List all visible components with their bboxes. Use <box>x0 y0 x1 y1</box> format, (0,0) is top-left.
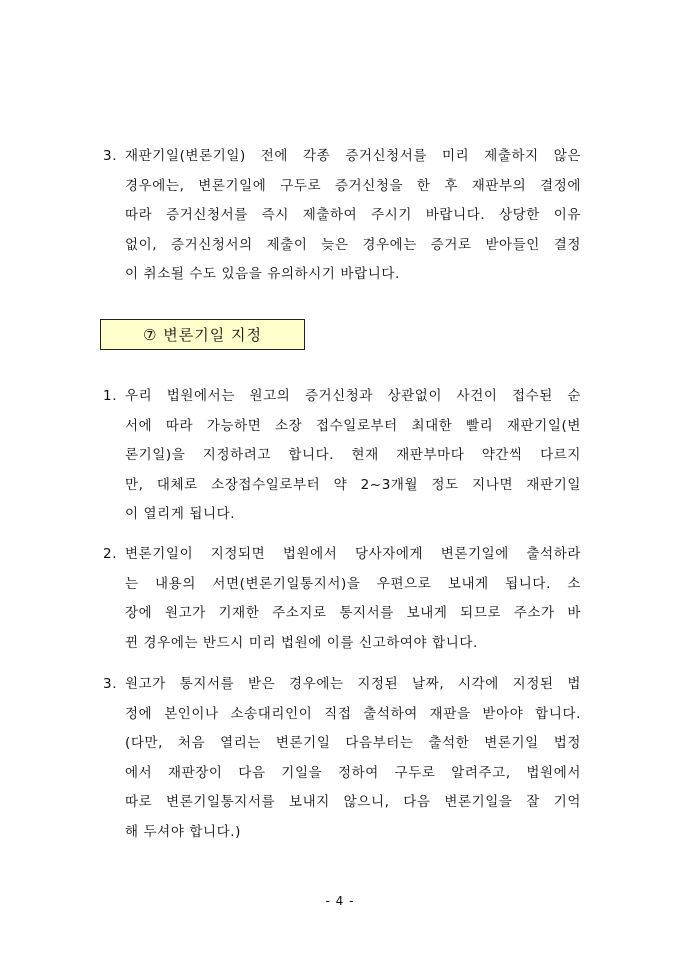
list-item-number: 1. <box>103 388 118 404</box>
list-item-line: 해 두셔야 합니다.) <box>125 823 242 840</box>
list-item-line: 정에 본인이나 소송대리인이 직접 출석하여 재판을 받아야 합니다. <box>125 705 581 722</box>
list-item-line: 3. 재판기일(변론기일) 전에 각종 증거신청서를 미리 제출하지 않은 <box>103 142 581 172</box>
section-heading-title: ⑦ 변론기일 지정 <box>143 326 262 344</box>
section-heading-box <box>100 319 305 350</box>
list-item-line: 만, 대체로 소장접수일로부터 약 2~3개월 정도 지나면 재판기일 <box>125 476 581 493</box>
list-item-line: 이 취소될 수도 있음을 유의하시기 바랍니다. <box>125 266 400 282</box>
list-item-2-notice <box>103 540 581 658</box>
list-item-number: 2. <box>103 546 118 562</box>
list-item-line: 에서 재판장이 다음 기일을 정하여 구두로 알려주고, 법원에서 <box>125 764 581 781</box>
list-item-1-date-assignment <box>103 382 581 530</box>
list-item-number: 3. <box>103 148 118 164</box>
list-item-line: 뀐 경우에는 반드시 미리 법원에 이를 신고하여야 합니다. <box>125 634 478 651</box>
list-item-number: 3. <box>103 676 118 692</box>
list-item-line: 1. 우리 법원에서는 원고의 증거신청과 상관없이 사건이 접수된 순 <box>103 382 581 412</box>
page-number: - 4 - <box>325 894 355 908</box>
list-item-line: 경우에는, 변론기일에 구두로 증거신청을 한 후 재판부의 결정에 <box>125 177 581 194</box>
list-item-line: 서에 따라 가능하면 소장 접수일로부터 최대한 빨리 재판기일(변 <box>125 417 581 434</box>
list-item-3-evidence <box>103 142 581 290</box>
list-item-line: 론기일)을 지정하려고 합니다. 현재 재판부마다 약간씩 다르지 <box>125 447 581 463</box>
list-item-line: (다만, 처음 열리는 변론기일 다음부터는 출석한 변론기일 법정 <box>125 735 581 751</box>
list-item-line: 따로 변론기일통지서를 보내지 않으니, 다음 변론기일을 잘 기억 <box>125 794 581 810</box>
list-item-line: 없이, 증거신청서의 제출이 늦은 경우에는 증거로 받아들인 결정 <box>125 236 581 253</box>
list-item-line: 장에 원고가 기재한 주소지로 통지서를 보내게 되므로 주소가 바 <box>125 605 581 621</box>
list-item-line: 이 열리게 됩니다. <box>125 506 236 522</box>
list-item-line: 2. 변론기일이 지정되면 법원에서 당사자에게 변론기일에 출석하라 <box>103 540 581 570</box>
list-item-line: 3. 원고가 통지서를 받은 경우에는 지정된 날짜, 시각에 지정된 법 <box>103 670 581 700</box>
list-item-line: 따라 증거신청서를 즉시 제출하여 주시기 바랍니다. 상당한 이유 <box>125 207 581 223</box>
list-item-line: 는 내용의 서면(변론기일통지서)을 우편으로 보내게 됩니다. 소 <box>125 575 581 592</box>
list-item-3-attendance <box>103 670 581 847</box>
